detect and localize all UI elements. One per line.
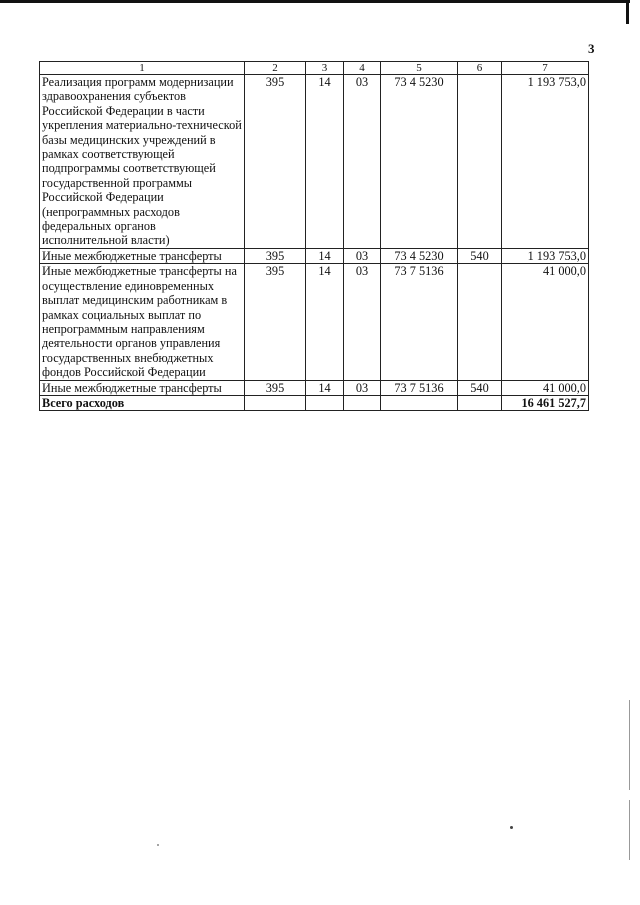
empty-cell: [306, 395, 344, 410]
empty-cell: [381, 395, 458, 410]
row-expense-type: [458, 264, 502, 380]
row-name: Иные межбюджетные трансферты: [40, 380, 245, 395]
empty-cell: [344, 395, 381, 410]
row-subsection: 03: [344, 264, 381, 380]
header-cell: 3: [306, 62, 344, 75]
empty-cell: [245, 395, 306, 410]
total-amount: 16 461 527,7: [502, 395, 589, 410]
header-cell: 4: [344, 62, 381, 75]
scan-right-border: [626, 0, 629, 24]
row-name: Реализация программ модернизации здравоохранения субъектов Российской Федерации в части укрепления материально-технической базы медицинских учреждений в рамках соответствующей подпрограммы соответствующей государственной программы Российской Федерации (непрограммных расходов федеральных органов исполнительной власти): [40, 75, 245, 249]
total-row: [40, 395, 589, 410]
scan-edge-line: [629, 700, 630, 790]
row-amount: 41 000,0: [502, 380, 589, 395]
header-cell: 6: [458, 62, 502, 75]
page-number: 3: [588, 41, 595, 56]
row-subsection: 03: [344, 248, 381, 263]
scan-edge-line: [629, 800, 630, 860]
row-ministry-code: 395: [245, 380, 306, 395]
row-section: 14: [306, 75, 344, 249]
scan-top-border: [0, 0, 630, 3]
row-expense-type: [458, 75, 502, 249]
header-cell: 1: [40, 62, 245, 75]
row-target-article: 73 7 5136: [381, 380, 458, 395]
row-amount: 41 000,0: [502, 264, 589, 380]
empty-cell: [458, 395, 502, 410]
row-section: 14: [306, 264, 344, 380]
row-amount: 1 193 753,0: [502, 248, 589, 263]
row-subsection: 03: [344, 75, 381, 249]
total-label: Всего расходов: [40, 395, 245, 410]
header-cell: 7: [502, 62, 589, 75]
row-name: Иные межбюджетные трансферты: [40, 248, 245, 263]
row-expense-type: 540: [458, 248, 502, 263]
row-name: Иные межбюджетные трансферты на осуществление единовременных выплат медицинским работникам в рамках социальных выплат по непрограммным направлениям деятельности органов управления государственных внебюджетных фондов Российской Федерации: [40, 264, 245, 380]
scan-speck: [510, 826, 513, 829]
row-section: 14: [306, 248, 344, 263]
row-target-article: 73 4 5230: [381, 248, 458, 263]
expenditure-table: [39, 61, 589, 411]
header-cell: 5: [381, 62, 458, 75]
row-ministry-code: 395: [245, 248, 306, 263]
row-section: 14: [306, 380, 344, 395]
row-expense-type: 540: [458, 380, 502, 395]
row-amount: 1 193 753,0: [502, 75, 589, 249]
table-header-row: [40, 62, 589, 75]
table-row: [40, 75, 589, 249]
row-target-article: 73 7 5136: [381, 264, 458, 380]
table-row: [40, 264, 589, 380]
table-row: [40, 248, 589, 263]
row-ministry-code: 395: [245, 75, 306, 249]
row-ministry-code: 395: [245, 264, 306, 380]
header-cell: 2: [245, 62, 306, 75]
table-row: [40, 380, 589, 395]
row-target-article: 73 4 5230: [381, 75, 458, 249]
scan-speck: [157, 844, 159, 846]
row-subsection: 03: [344, 380, 381, 395]
